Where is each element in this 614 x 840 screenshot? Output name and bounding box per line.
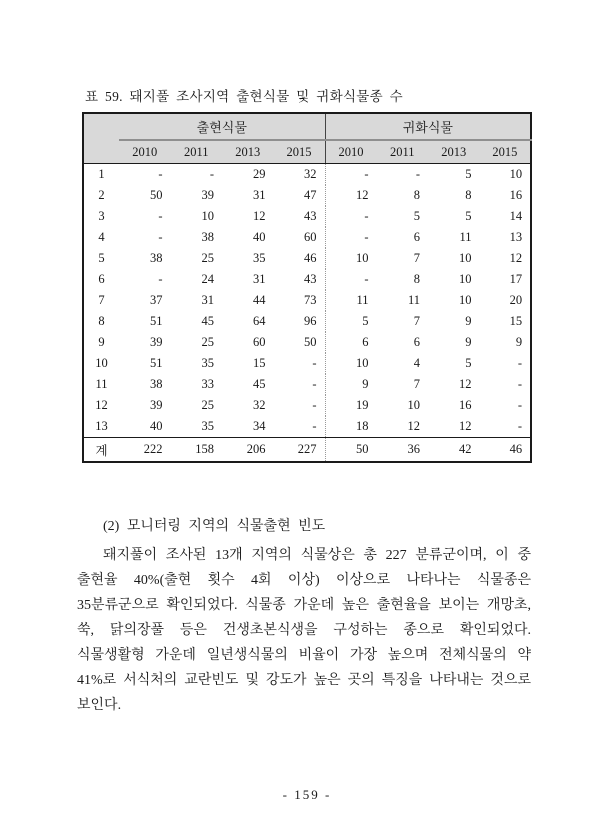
year-header: 2010 [119,140,171,164]
table-cell: 31 [253,272,266,286]
table-cell: - [312,419,317,433]
table-cell: 35 [253,251,266,265]
table-cell: 5 [465,167,472,181]
table-cell: 64 [253,314,266,328]
table-cell: 32 [253,398,266,412]
table-cell: 10 [509,167,523,181]
table-cell: - [158,209,163,223]
table-cell: 34 [253,419,266,433]
table-cell: 9 [515,335,523,349]
table-cell: 10 [459,251,472,265]
table-cell: 20 [509,293,523,307]
table-cell: 12 [459,377,472,391]
table-cell: 31 [253,188,266,202]
table-cell: 7 [413,377,421,391]
row-label: 2 [98,188,105,202]
table-cell: 40 [150,419,163,433]
table-cell: 36 [377,438,429,463]
table-cell: 10 [459,272,472,286]
table-cell: 39 [201,188,214,202]
table-cell: 45 [201,314,214,328]
table-cell: 33 [201,377,214,391]
table-cell: 37 [150,293,163,307]
column-group-appearing-plants: 출현식물 [119,113,325,140]
table-cell: 17 [509,272,523,286]
table-cell: 18 [325,416,377,438]
row-label: 4 [98,230,105,244]
table-cell: 227 [274,438,326,463]
table-cell: - [158,167,163,181]
row-label: 1 [98,167,105,181]
table-cell: 10 [459,293,472,307]
row-label: 12 [95,398,108,412]
table-cell: 31 [201,293,214,307]
table-cell: 5 [465,356,472,370]
table-cell: 4 [413,356,421,370]
table-cell: 24 [201,272,214,286]
table-cell: 38 [150,251,163,265]
table-cell: - [517,419,523,433]
table-row [83,395,531,416]
table-row [83,164,531,186]
table-cell: 206 [222,438,274,463]
corner-cell [83,113,119,140]
table-cell: 42 [428,438,480,463]
table-cell: 10 [407,398,421,412]
table-cell: 38 [150,377,163,391]
table-cell: 46 [480,438,532,463]
table-cell: 7 [413,251,421,265]
table-cell: - [312,377,317,391]
total-row [83,438,531,463]
table-cell: 11 [408,293,421,307]
table-cell: 60 [253,335,266,349]
table-cell: 50 [304,335,317,349]
table-cell: 10 [325,248,377,269]
table-cell: 9 [465,335,472,349]
row-label: 11 [95,377,108,391]
row-label: 10 [95,356,108,370]
year-header: 2013 [428,140,480,164]
table-cell: 222 [119,438,171,463]
table-cell: 39 [150,398,163,412]
table-cell: 6 [325,332,377,353]
table-row [83,353,531,374]
table-row [83,290,531,311]
page-number: - 159 - [282,787,332,802]
table-cell: - [325,164,377,186]
table-caption: 표 59. 돼지풀 조사지역 출현식물 및 귀화식물종 수 [85,89,403,104]
table-cell: 35 [201,419,214,433]
row-label: 9 [98,335,105,349]
table-row [83,416,531,438]
table-cell: 7 [413,314,421,328]
year-header: 2011 [377,140,429,164]
table-cell: 9 [325,374,377,395]
table-row [83,248,531,269]
table-cell: - [517,356,523,370]
group-header-row [83,113,531,140]
table-cell: 13 [509,230,523,244]
table-cell: 10 [201,209,214,223]
table-cell: 5 [325,311,377,332]
table-cell: 96 [304,314,317,328]
table-row [83,374,531,395]
table-cell: 73 [304,293,317,307]
row-label: 5 [98,251,105,265]
table-cell: 43 [304,272,317,286]
table-cell: 46 [304,251,317,265]
row-label: 13 [95,419,108,433]
table-cell: 38 [201,230,214,244]
table-cell: 16 [509,188,523,202]
table-row [83,185,531,206]
species-count-table [82,112,532,463]
table-cell: 11 [459,230,472,244]
table-cell: - [415,167,421,181]
table-cell: 47 [304,188,317,202]
table-cell: 19 [325,395,377,416]
row-label: 8 [98,314,105,328]
year-header: 2015 [274,140,326,164]
section-heading: (2) 모니터링 지역의 식물출현 빈도 [103,519,326,534]
row-label: 6 [98,272,105,286]
table-cell: 12 [407,419,421,433]
table-cell: - [158,230,163,244]
table-cell: 11 [325,290,377,311]
year-header-row [83,140,531,164]
table-row [83,206,531,227]
table-cell: 12 [509,251,523,265]
table-cell: 10 [325,353,377,374]
table-cell: 60 [304,230,317,244]
table-cell: 25 [201,251,214,265]
table-cell: 25 [201,398,214,412]
year-header: 2015 [480,140,532,164]
table-cell: 45 [253,377,266,391]
year-header: 2013 [222,140,274,164]
table-cell: 8 [465,188,472,202]
table-cell: 25 [201,335,214,349]
table-cell: 15 [509,314,523,328]
table-cell: 5 [413,209,421,223]
table-cell: 6 [413,335,421,349]
table-cell: 51 [150,314,163,328]
table-cell: 40 [253,230,266,244]
table-row [83,227,531,248]
table-cell: 14 [509,209,523,223]
table-cell: 6 [413,230,421,244]
table-cell: - [209,167,214,181]
table-cell: 12 [459,419,472,433]
body-paragraph: 돼지풀이 조사된 13개 지역의 식물상은 총 227 분류군이며, 이 중 출현율 40%(출현 횟수 4회 이상) 이상으로 나타나는 식물종은 35분류군으로 확인되었다. 식물종 가운데 높은 출현율을 보이는 개망초, 쑥, 닭의장풀 등은 건생초본식생을 구성하는 종으로 확인되었다. 식물생활형 가운데 일년생식물의 비율이 가장 높으며 전체식물의 약 41%로 서식처의 교란빈도 및 강도가 높은 곳의 특징을 나타내는 것으로 보인다. [77,548,531,713]
table-cell: 39 [150,335,163,349]
table-cell: - [312,356,317,370]
table-cell: - [325,269,377,290]
table-cell: - [312,398,317,412]
table-cell: 51 [150,356,163,370]
table-cell: - [517,377,523,391]
row-label: 계 [83,438,119,463]
table-cell: 9 [465,314,472,328]
table-cell: 12 [253,209,266,223]
table-cell: 44 [253,293,266,307]
table-cell: 29 [253,167,266,181]
table-cell: 12 [325,185,377,206]
table-cell: 43 [304,209,317,223]
row-label: 3 [98,209,105,223]
corner-cell [83,140,119,164]
year-header: 2010 [325,140,377,164]
column-group-naturalized-plants: 귀화식물 [325,113,531,140]
table-cell: 35 [201,356,214,370]
table-cell: 8 [413,188,421,202]
row-label: 7 [98,293,105,307]
table-row [83,311,531,332]
table-cell: 158 [171,438,223,463]
table-cell: 50 [325,438,377,463]
table-cell: - [517,398,523,412]
table-row [83,269,531,290]
year-header: 2011 [171,140,223,164]
table-cell: - [325,227,377,248]
table-cell: 32 [304,167,317,181]
table-cell: 8 [413,272,421,286]
table-cell: - [158,272,163,286]
table-cell: 16 [459,398,472,412]
table-cell: 15 [253,356,266,370]
table-row [83,332,531,353]
table-cell: 50 [150,188,163,202]
table-cell: - [325,206,377,227]
table-cell: 5 [465,209,472,223]
